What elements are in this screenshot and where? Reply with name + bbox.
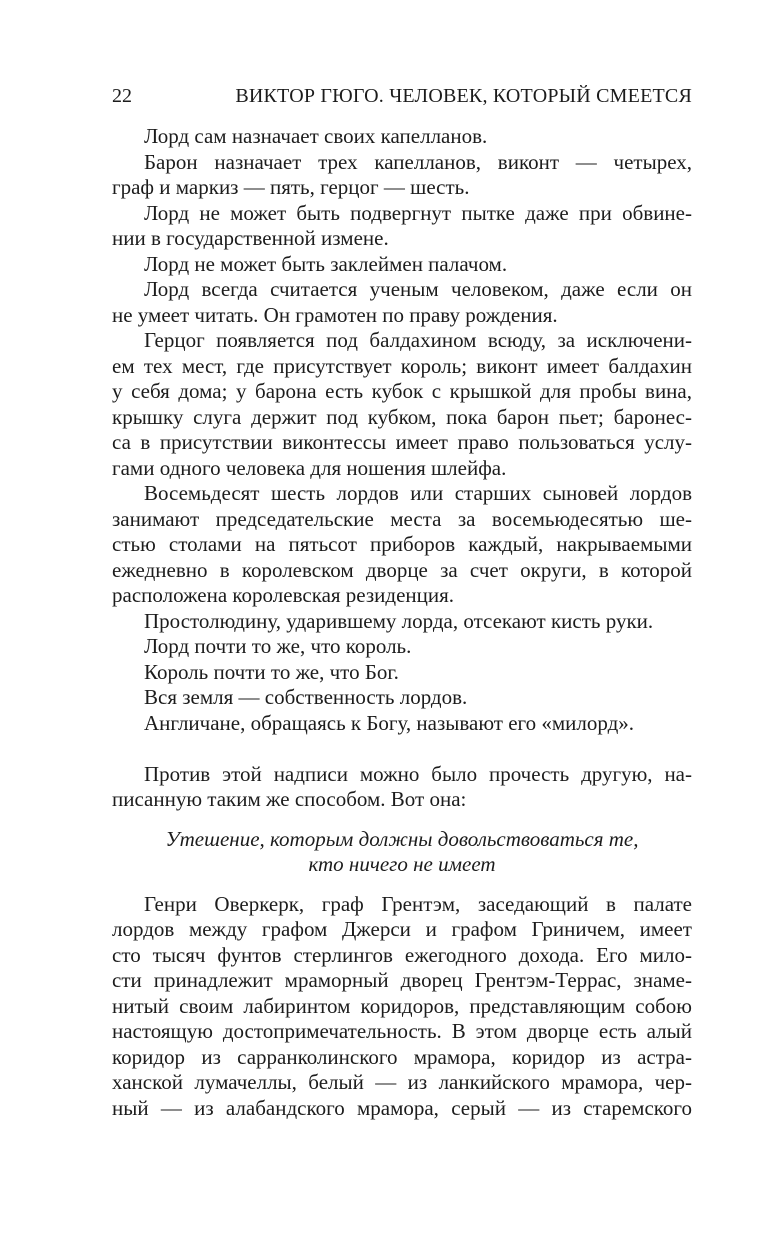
paragraph-block-3: [112, 892, 692, 1122]
text-line: расположена королевская резиденция.: [112, 583, 455, 607]
text-line: коридор из сарранколинского мрамора, коридор из астра-: [112, 1044, 692, 1069]
text-line: Восемьдесят шесть лордов или старших сыновей лордов: [144, 481, 692, 505]
text-line: сти принадлежит мраморный дворец Грентэм-Террас, знаме-: [112, 968, 692, 992]
text-line: граф и маркиз — пять, герцог — шесть.: [112, 175, 470, 199]
text-line: Король почти то же, что Бог.: [144, 659, 399, 684]
text-line: гами одного человека для ношения шлейфа.: [112, 455, 507, 480]
heading-gap-bottom: [112, 878, 692, 892]
text-line: Вся земля — собственность лордов.: [144, 685, 468, 709]
text-line: крышку слуга держит под кубком, пока барон пьет; баронес-: [112, 404, 692, 429]
text-line: ханской лумачеллы, белый — из ланкийского мрамора, чер-: [112, 1070, 692, 1094]
text-line: Генри Оверкерк, граф Грентэм, заседающий в палате: [144, 891, 692, 916]
text-line: нитый своим лабиринтом коридоров, представляющим собою: [112, 993, 692, 1018]
text-line: Лорд всегда считается ученым человеком, даже если он: [144, 277, 692, 301]
section-heading: [112, 827, 692, 878]
text-line: настоящую достопримечательность. В этом дворце есть алый: [112, 1019, 692, 1043]
page-header: [112, 82, 692, 110]
text-line: Простолюдину, ударившему лорда, отсекают кисть руки.: [144, 608, 654, 633]
text-line: лордов между графом Джерси и графом Гриничем, имеет: [112, 917, 692, 941]
text-line: Лорд не может быть заклеймен палачом.: [144, 251, 508, 276]
text-line: занимают председательские места за восемьюдесятью ше-: [112, 506, 692, 531]
text-line: ежедневно в королевском дворце за счет округи, в которой: [112, 557, 692, 582]
text-line: Лорд сам назначает своих капелланов.: [144, 124, 488, 148]
text-line: ный — из алабандского мрамора, серый — из старемского: [112, 1095, 692, 1120]
text-line: Лорд не может быть подвергнут пытке даже при обвине-: [144, 200, 692, 225]
running-title: ВИКТОР ГЮГО. ЧЕЛОВЕК, КОТОРЫЙ СМЕЕТСЯ: [235, 85, 692, 107]
page-number: 22: [112, 85, 132, 107]
page-body: [112, 124, 692, 1121]
paragraph-block-2: [112, 762, 692, 813]
heading-line: кто ничего не имеет: [308, 852, 496, 876]
text-line: Лорд почти то же, что король.: [144, 634, 412, 658]
text-line: нии в государственной измене.: [112, 226, 389, 250]
text-line: писанную таким же способом. Вот она:: [112, 787, 467, 811]
text-line: не умеет читать. Он грамотен по праву рождения.: [112, 302, 558, 327]
section-gap: [112, 736, 692, 762]
text-line: Против этой надписи можно было прочесть другую, на-: [144, 761, 692, 786]
text-line: Герцог появляется под балдахином всюду, за исключени-: [144, 328, 692, 352]
text-line: сто тысяч фунтов стерлингов ежегодного дохода. Его мило-: [112, 942, 692, 967]
text-line: са в присутствии виконтессы имеет право пользоваться услу-: [112, 430, 692, 454]
paragraph-block-1: [112, 124, 692, 736]
text-line: стью столами на пятьсот приборов каждый, накрываемыми: [112, 532, 692, 556]
heading-gap-top: [112, 813, 692, 827]
text-line: Англичане, обращаясь к Богу, называют его «милорд».: [144, 710, 635, 735]
text-line: у себя дома; у барона есть кубок с крышкой для пробы вина,: [112, 379, 692, 403]
text-line: ем тех мест, где присутствует король; виконт имеет балдахин: [112, 353, 692, 378]
heading-line: Утешение, которым должны довольствоваться те,: [165, 826, 639, 851]
text-line: Барон назначает трех капелланов, виконт — четырех,: [144, 149, 692, 174]
